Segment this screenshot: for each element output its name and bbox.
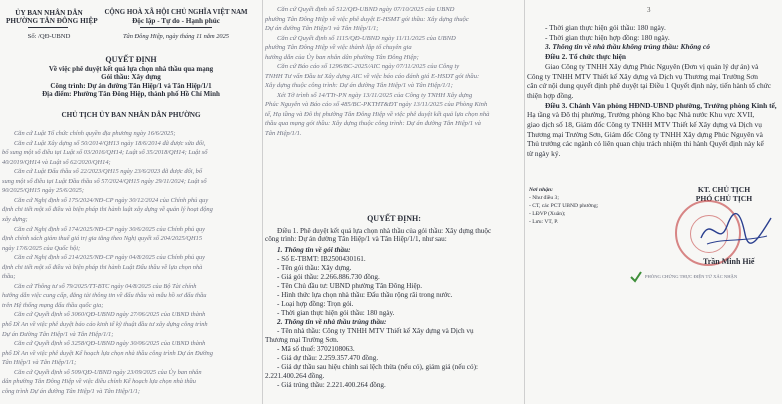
- legal-basis-cont-line: hướng dẫn của Ủy ban nhân dân phường Tân Đông Hiệp;: [265, 53, 419, 61]
- location-line: Địa điểm: Phường Tân Đông Hiệp, thành phố Hồ Chí Minh: [42, 90, 220, 98]
- legal-basis-line: trên Hệ thống mạng đấu thầu quốc gia;: [2, 301, 104, 309]
- verification-note: PHÒNG CHỨNG THỰC ĐIỆN TỬ XÁC NHẬN: [645, 274, 738, 279]
- corrected-price-line-1: - Giá dự thầu sau hiệu chỉnh sai lệch thừa (nếu có), giảm giá (nếu có):: [277, 363, 478, 371]
- agency-line-2: PHƯỜNG TÂN ĐÔNG HIỆP: [6, 17, 98, 25]
- package-price: - Giá gói thầu: 2.266.886.730 đồng.: [277, 273, 380, 281]
- subject-line-1: Về việc phê duyệt kết quả lựa chọn nhà thầu qua mạng: [48, 65, 214, 73]
- legal-basis-cont-line: Phúc Nguyên và Báo cáo số 485/BC-PKTHT&ĐT ngày 13/11/2025 của Phòng Kinh: [265, 101, 488, 108]
- recipient-line: - Lưu: VT, P.: [529, 219, 559, 225]
- recipient-line: - LĐVP (Xuân);: [529, 211, 566, 217]
- winner-line-1: - Tên nhà thầu: Công ty TNHH MTV Thiết kế Xây dựng và Dịch vụ: [277, 327, 474, 335]
- legal-basis-line: Tân Hiệp/1 và Tân Hiệp/1/1;: [2, 359, 77, 367]
- article-1-text: Điều 1. Phê duyệt kết quả lựa chọn nhà thầu của gói thầu: Xây dựng thuộc: [277, 227, 492, 235]
- national-motto-2: Độc lập - Tự do - Hạnh phúc: [132, 17, 220, 25]
- legal-basis-line: Dự án Đường Tân Hiệp/1 và Tân Hiệp/1/1;: [2, 330, 114, 338]
- legal-basis-line: dân phường Tân Đông Hiệp về việc điều chỉnh Kế hoạch lựa chọn nhà thầu: [2, 378, 196, 386]
- doc-title: QUYẾT ĐỊNH: [105, 55, 157, 64]
- legal-basis-cont-line: Căn cứ Báo cáo số 1296/BC-2025/AIC ngày 07/11/2025 của Công ty: [277, 63, 460, 70]
- legal-basis-line: phố Dĩ An về việc phê duyệt Kế hoạch lựa chọn nhà thầu công trình Dự án Đường: [2, 349, 213, 357]
- recipient-line: - Như điều 3;: [529, 195, 559, 201]
- legal-basis-cont-line: TNHH Tư vấn Đầu tư Xây dựng AIC về việc báo cáo đánh giá E-HSDT gói thầu:: [265, 72, 480, 80]
- legal-basis-line: 40/2019/QH14 và Luật số 62/2020/QH14;: [2, 158, 111, 166]
- legal-basis-line: Căn cứ Nghị định số 174/2025/NĐ-CP ngày 30/6/2025 của Chính phủ quy: [14, 225, 206, 233]
- legal-basis-line: công trình Dự án đường Tân Hiệp/1 và Tân Hiệp/1/1;: [2, 387, 141, 395]
- page-1: [0, 0, 262, 404]
- legal-basis-line: Căn cứ Luật Xây dựng số 50/2014/QH13 ngày 18/6/2014 đã được sửa đổi,: [14, 139, 206, 147]
- legal-basis-line: thầu;: [2, 273, 16, 281]
- signer-name: Trần Minh Hiế: [703, 257, 755, 266]
- legal-basis-line: bổ sung một số điều tại Luật số 03/2016/QH14; Luật số 35/2018/QH14; Luật số: [2, 149, 208, 157]
- agency-underline: [28, 27, 68, 28]
- article-line: Công ty TNHH MTV Thiết kế Xây dựng và Dịch vụ Thương mại Trường Sơn: [527, 71, 758, 81]
- sign-role-1: KT. CHỦ TỊCH: [697, 185, 751, 194]
- chair-title: CHỦ TỊCH ỦY BAN NHÂN DÂN PHƯỜNG: [61, 111, 201, 119]
- legal-basis-cont-line: Tân Hiệp/1/1.: [265, 129, 302, 137]
- tax-code: - Mã số thuế: 3702108063.: [277, 345, 355, 353]
- legal-basis-line: ngày 17/6/2025 của Quốc hội;: [2, 244, 81, 252]
- package-name: - Tên gói thầu: Xây dựng.: [277, 264, 352, 272]
- legal-basis-cont-line: Căn cứ Quyết định số 512/QĐ-UBND ngày 07/10/2025 của UBND: [277, 6, 455, 13]
- legal-basis-line: sung một số điều tại Luật Đầu thầu số 57/2024/QH15 ngày 29/11/2024; Luật số: [2, 177, 207, 185]
- legal-basis-cont-line: Dự án đường Tân Hiệp/1 và Tân Hiệp/1/1;: [265, 25, 379, 32]
- legal-basis-line: Căn cứ Quyết định số 509/QĐ-UBND ngày 23/09/2025 của Ủy ban nhân: [14, 368, 202, 376]
- article-line: Điều 3. Chánh Văn phòng HĐND-UBND phường, Trưởng phòng Kinh tế,: [545, 100, 777, 110]
- handwritten-signature: [697, 208, 775, 252]
- legal-basis-cont-line: Căn cứ Quyết định số 1115/QĐ-UBND ngày 11/11/2025 của UBND: [277, 34, 456, 42]
- legal-basis-line: định chi tiết một số điều và biện pháp thi hành luật xây dựng về quản lý hoạt động: [2, 206, 213, 214]
- article-line: Điều 2. Tổ chức thực hiện: [545, 52, 627, 62]
- legal-basis-line: hướng dẫn việc cung cấp, đăng tải thông tin về đấu thầu và mẫu hồ sơ đấu thầu: [2, 292, 207, 300]
- legal-basis-line: Căn cứ Quyết định số 3258/QĐ-UBND ngày 30/06/2025 của UBND thành: [14, 340, 206, 348]
- legal-basis-line: Căn cứ Luật Tổ chức chính quyền địa phương ngày 16/6/2025;: [14, 130, 176, 137]
- section-2-heading: 2. Thông tin về nhà thầu trúng thầu:: [277, 318, 387, 326]
- article-line: - Thời gian thực hiện hợp đồng: 180 ngày.: [545, 32, 670, 42]
- article-line: căn cứ nội dung quyết định phê duyệt tại Điều 1 Quyết định này, tiến hành tổ chức: [527, 81, 771, 91]
- legal-basis-cont-line: phường Tân Đông Hiệp về việc thành lập tổ chuyên gia: [265, 44, 412, 51]
- sign-role-2: PHÓ CHỦ TỊCH: [695, 194, 753, 203]
- package-duration: - Thời gian thực hiện gói thầu: 180 ngày.: [277, 309, 395, 317]
- article-line: - Thời gian thực hiện gói thầu: 180 ngày.: [545, 23, 666, 32]
- selection-form: - Hình thức lựa chọn nhà thầu: Đấu thầu rộng rãi trong nước.: [277, 291, 453, 299]
- page-3: [524, 0, 782, 404]
- article-line: giao dịch số 18, Giám đốc Công ty TNHH MTV Thiết kế Xây dựng và Dịch vụ: [527, 120, 762, 129]
- corrected-price-line-2: 2.221.400.264 đồng.: [265, 372, 325, 380]
- legal-basis-line: 90/2025/QH15 ngày 25/6/2025;: [2, 187, 85, 195]
- winner-line-2: Thương mại Trường Sơn.: [265, 336, 339, 344]
- article-line: 3. Thông tin về nhà thầu không trúng thầu: Không có: [545, 42, 710, 52]
- section-1-heading: 1. Thông tin về gói thầu:: [277, 246, 351, 254]
- legal-basis-line: Căn cứ Quyết định số 3060/QĐ-UBND ngày 27/06/2025 của UBND thành: [14, 311, 206, 319]
- bid-price: - Giá dự thầu: 2.259.357.470 đồng.: [277, 354, 379, 362]
- legal-basis-cont-line: tế, Hạ tầng và Đô thị phường Tân Đông Hiệp về việc phê duyệt kết quả lựa chọn nhà: [265, 110, 490, 118]
- place-date: Tân Đông Hiệp, ngày tháng 11 năm 2025: [122, 33, 230, 40]
- verification-check-icon: [629, 270, 643, 284]
- project-line: Công trình: Dự án đường Tân Hiệp/1 và Tân Hiệp/1/1: [50, 82, 212, 90]
- article-line: thiện hợp đồng.: [527, 90, 574, 100]
- subject-line-2: Gói thầu: Xây dựng: [101, 73, 161, 81]
- article-line: Giao Công ty TNHH Xây dựng Phúc Nguyên (Đơn vị quản lý dự án) và: [545, 61, 759, 71]
- legal-basis-line: định chính sách giảm thuế giá trị gia tăng theo Nghị quyết số 204/2025/QH15: [2, 235, 203, 243]
- article-line: Hạ tầng và Đô thị phường, Trưởng phòng Kho bạc Nhà nước Khu vực XVII,: [527, 110, 755, 120]
- legal-basis-cont-line: Xét Tờ trình số 14/TTr-PN ngày 13/11/2025 của Công ty TNHH Xây dựng: [277, 91, 473, 99]
- page-2: [262, 0, 525, 404]
- legal-basis-line: Căn cứ Thông tư số 79/2025/TT-BTC ngày 04/8/2025 của Bộ Tài chính: [14, 282, 197, 290]
- doc-number: Số: /QĐ-UBND: [27, 33, 71, 40]
- legal-basis-cont-line: phường Tân Đông Hiệp về việc phê duyệt E-HSMT gói thầu: Xây dựng thuộc: [265, 15, 469, 23]
- legal-basis-line: xây dựng;: [2, 215, 28, 223]
- recipient-line: Nơi nhận:: [529, 187, 553, 193]
- legal-basis-line: định chi tiết một số điều và biện pháp thi hành Luật Đấu thầu về lựa chọn nhà: [2, 263, 203, 271]
- national-motto-1: CỘNG HOÀ XÃ HỘI CHỦ NGHĨA VIỆT NAM: [104, 9, 248, 16]
- article-1-line-1: [277, 227, 491, 235]
- legal-basis-line: Căn cứ Luật Đấu thầu số 22/2023/QH15 ngày 23/6/2023 đã được đổi, bổ: [14, 168, 203, 176]
- legal-basis-cont-line: thầu qua mạng gói thầu: Xây dựng thuộc công trình: Dự án đường Tân Hiệp/1 và: [265, 120, 481, 127]
- page-number: 3: [647, 6, 651, 14]
- investor-name: - Tên Chủ đầu tư: UBND phường Tân Đông Hiệp.: [277, 282, 423, 290]
- article-line: Thương mại Trường Sơn, Giám đốc Công ty TNHH Xây dựng Phúc Nguyên và: [527, 129, 763, 139]
- award-price: - Giá trúng thầu: 2.221.400.264 đồng.: [277, 381, 386, 389]
- tbmt-number: - Số E-TBMT: IB2500430161.: [277, 255, 366, 263]
- recipient-line: - CT, các PCT UBND phường;: [529, 203, 599, 209]
- legal-basis-cont-line: Xây dựng thuộc công trình: Dự án đường Tân Hiệp/1 và Tân Hiệp/1/1;: [265, 82, 453, 89]
- legal-basis-line: Căn cứ Nghị định số 214/2025/NĐ-CP ngày 04/8/2025 của Chính phủ quy: [14, 254, 206, 262]
- decision-title: QUYẾT ĐỊNH:: [367, 214, 421, 223]
- legal-basis-line: Căn cứ Nghị định số 175/2024/NĐ-CP ngày 30/12/2024 của Chính phủ quy: [14, 196, 209, 204]
- article-line: từ ngày ký.: [527, 149, 561, 159]
- agency-line-1: ỦY BAN NHÂN DÂN: [15, 9, 83, 17]
- legal-basis-line: phố Dĩ An về việc phê duyệt báo cáo kinh tế kỹ thuật đầu tư xây dựng công trình: [2, 321, 208, 328]
- motto-underline: [140, 27, 212, 28]
- article-line: Thủ trưởng các ngành có liên quan chịu trách nhiệm thi hành Quyết định này kể: [527, 139, 764, 149]
- contract-type: - Loại hợp đồng: Trọn gói.: [277, 300, 354, 308]
- article-1-line-2: công trình: Dự án đường Tân Hiệp/1 và Tân Hiệp/1/1, như sau:: [265, 235, 447, 243]
